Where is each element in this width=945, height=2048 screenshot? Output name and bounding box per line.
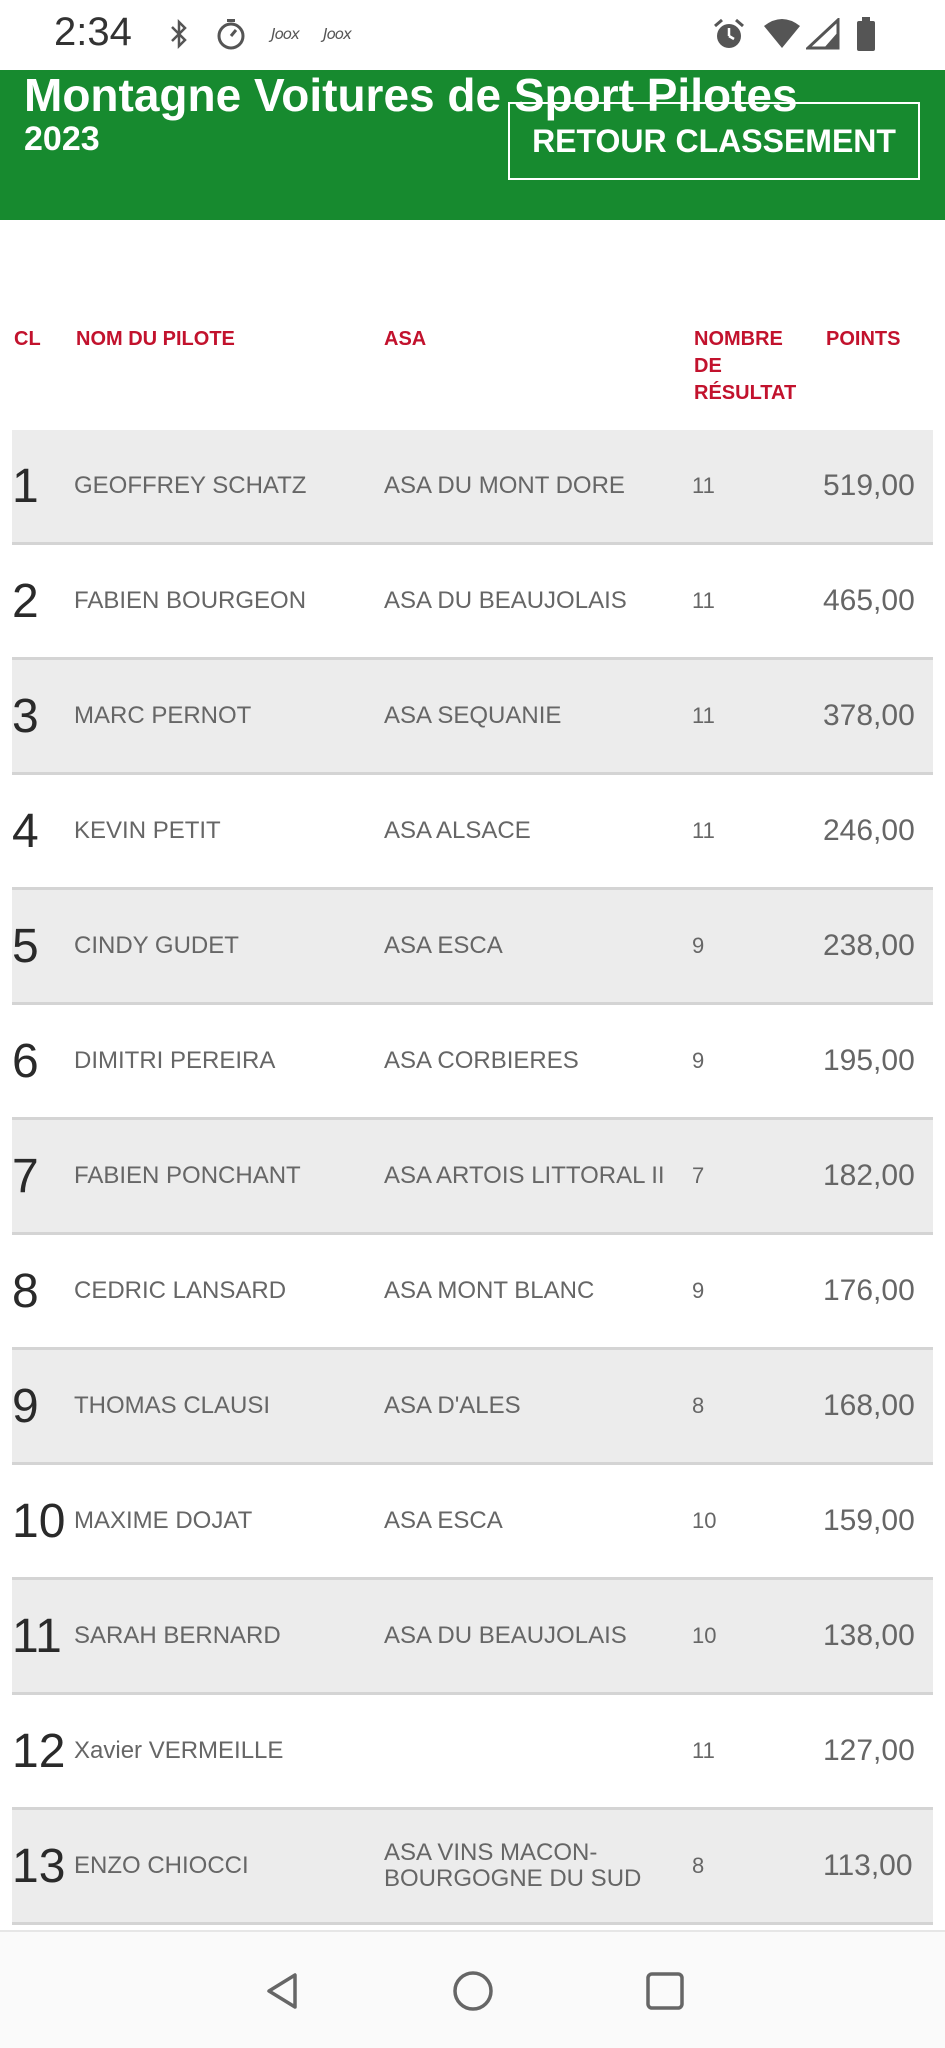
results-count-cell: 9 <box>692 1048 705 1073</box>
rank-cell: 12 <box>12 1724 66 1778</box>
points-cell: 195,00 <box>823 1044 915 1077</box>
asa-cell: ASA ALSACE <box>384 817 531 844</box>
table-row[interactable] <box>12 1580 933 1695</box>
signal-icon <box>806 16 840 52</box>
rank-cell: 2 <box>12 574 39 628</box>
rank-cell: 10 <box>12 1494 66 1548</box>
asa-cell: ASA D'ALES <box>384 1392 521 1419</box>
back-icon[interactable] <box>258 1966 308 2016</box>
points-cell: 519,00 <box>823 469 915 502</box>
table-row[interactable] <box>12 1465 933 1580</box>
points-cell: 159,00 <box>823 1504 915 1537</box>
table-row[interactable] <box>12 890 933 1005</box>
results-count-cell: 10 <box>692 1623 717 1648</box>
battery-icon <box>854 16 878 52</box>
driver-name-cell: ENZO CHIOCCI <box>74 1852 249 1879</box>
asa-cell: ASA ESCA <box>384 932 503 959</box>
table-row[interactable] <box>12 430 933 545</box>
results-count-cell: 11 <box>692 473 715 498</box>
results-count-cell: 11 <box>692 588 715 613</box>
table-row[interactable] <box>12 1235 933 1350</box>
asa-cell: ASA ARTOIS LITTORAL II <box>384 1162 665 1189</box>
page-title: Montagne Voitures de Sport Pilotes <box>24 70 798 121</box>
rank-cell: 13 <box>12 1839 66 1893</box>
results-count-cell: 8 <box>692 1853 705 1878</box>
table-header <box>0 320 945 430</box>
asa-cell: ASA CORBIERES <box>384 1047 579 1074</box>
column-header-results <box>694 326 796 407</box>
table-row[interactable] <box>12 775 933 890</box>
results-count-cell: 8 <box>692 1393 705 1418</box>
driver-name-cell: CINDY GUDET <box>74 932 239 959</box>
table-row[interactable] <box>12 1005 933 1120</box>
table-row[interactable] <box>12 660 933 775</box>
driver-name-cell: GEOFFREY SCHATZ <box>74 472 307 499</box>
points-cell: 113,00 <box>823 1849 913 1882</box>
rank-cell: 3 <box>12 689 39 743</box>
rank-cell: 8 <box>12 1264 39 1318</box>
rank-cell: 5 <box>12 919 39 973</box>
timer-icon <box>214 16 248 52</box>
asa-cell: ASA VINS MACON-BOURGOGNE DU SUD <box>384 1839 642 1892</box>
recents-icon[interactable] <box>640 1966 690 2016</box>
results-count-cell: 7 <box>692 1163 705 1188</box>
rank-cell: 6 <box>12 1034 39 1088</box>
driver-name-cell: FABIEN BOURGEON <box>74 587 307 614</box>
rank-cell: 7 <box>12 1149 39 1203</box>
table-row[interactable] <box>12 545 933 660</box>
rank-cell: 1 <box>12 459 39 513</box>
home-icon[interactable] <box>448 1966 498 2016</box>
back-to-ranking-button[interactable]: RETOUR CLASSEMENT <box>508 102 920 180</box>
status-time: 2:34 <box>54 10 132 54</box>
column-header-points: POINTS <box>826 328 901 350</box>
points-cell: 127,00 <box>823 1734 915 1767</box>
table-row[interactable] <box>12 1120 933 1235</box>
asa-cell <box>384 1695 684 1807</box>
table-row[interactable] <box>12 1695 933 1810</box>
results-count-cell: 10 <box>692 1508 717 1533</box>
table-row[interactable] <box>12 1810 933 1925</box>
alarm-icon <box>710 16 748 52</box>
joox-icon: Joox <box>323 25 351 43</box>
points-cell: 238,00 <box>823 929 915 962</box>
system-nav-bar <box>0 1930 945 2048</box>
asa-cell: ASA SEQUANIE <box>384 702 562 729</box>
page-header <box>0 70 945 220</box>
driver-name-cell: SARAH BERNARD <box>74 1622 281 1649</box>
column-header-results-line: RÉSULTAT <box>694 382 797 404</box>
points-cell: 168,00 <box>823 1389 915 1422</box>
driver-name-cell: DIMITRI PEREIRA <box>74 1047 276 1074</box>
asa-cell: ASA DU BEAUJOLAIS <box>384 587 627 614</box>
driver-name-cell: THOMAS CLAUSI <box>74 1392 271 1419</box>
driver-name-cell: FABIEN PONCHANT <box>74 1162 301 1189</box>
results-count-cell: 9 <box>692 933 705 958</box>
rank-cell: 4 <box>12 804 39 858</box>
joox-icon: Joox <box>271 25 299 43</box>
wifi-icon <box>762 16 802 52</box>
points-cell: 176,00 <box>823 1274 915 1307</box>
table-row[interactable] <box>12 1350 933 1465</box>
column-header-name: NOM DU PILOTE <box>76 328 235 350</box>
results-count-cell: 11 <box>692 703 715 728</box>
points-cell: 378,00 <box>823 699 915 732</box>
driver-name-cell: MARC PERNOT <box>74 702 252 729</box>
rank-cell: 11 <box>12 1609 62 1663</box>
driver-name-cell: CEDRIC LANSARD <box>74 1277 287 1304</box>
results-count-cell: 11 <box>692 818 715 843</box>
driver-name-cell: Xavier VERMEILLE <box>74 1737 284 1764</box>
column-header-rank: CL <box>14 328 41 350</box>
column-header-asa: ASA <box>384 328 427 350</box>
rank-cell: 9 <box>12 1379 39 1433</box>
driver-name-cell: KEVIN PETIT <box>74 817 221 844</box>
asa-cell: ASA MONT BLANC <box>384 1277 595 1304</box>
asa-cell: ASA DU MONT DORE <box>384 472 625 499</box>
page-year: 2023 <box>24 120 100 158</box>
driver-name-cell: MAXIME DOJAT <box>74 1507 253 1534</box>
status-bar <box>0 0 945 70</box>
ranking-table <box>12 430 933 1925</box>
points-cell: 246,00 <box>823 814 915 847</box>
results-count-cell: 9 <box>692 1278 705 1303</box>
column-header-results-line: NOMBRE <box>694 328 783 350</box>
results-count-cell: 11 <box>692 1738 715 1763</box>
asa-cell: ASA ESCA <box>384 1507 503 1534</box>
asa-cell: ASA DU BEAUJOLAIS <box>384 1622 627 1649</box>
points-cell: 182,00 <box>823 1159 915 1192</box>
bluetooth-icon <box>166 16 192 52</box>
points-cell: 465,00 <box>823 584 915 617</box>
points-cell: 138,00 <box>823 1619 915 1652</box>
column-header-results-line: DE <box>694 355 722 377</box>
